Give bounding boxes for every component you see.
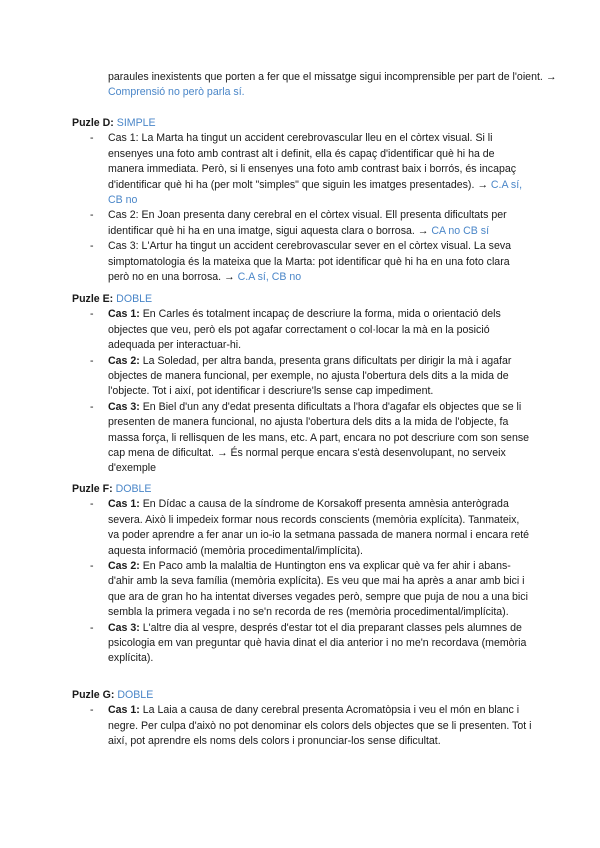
list-item	[72, 131, 532, 208]
puzzle-f-section	[72, 482, 532, 667]
puzzle-e-title: Puzle E:	[72, 293, 114, 305]
puzzle-d-type: SIMPLE	[116, 117, 156, 129]
puzzle-g-title: Puzle G:	[72, 689, 115, 701]
case-text: La Soledad, per altra banda, presenta grans dificultats per dirigir la mà i agafar objectes de manera funcional, per exemple, no ajusta l'obertura dels dits a la mida de l'objecte. Tot i així, pot identificar i descriure'ls sense cap impediment.	[108, 354, 512, 398]
case-arrow: →	[417, 224, 429, 237]
puzzle-d-case-list	[72, 131, 532, 285]
case-label: Cas 3:	[108, 400, 140, 413]
case-note: C.A sí, CB no	[237, 271, 302, 284]
puzzle-g-type: DOBLE	[117, 689, 154, 701]
puzzle-e-heading	[72, 292, 532, 307]
case-text: En Carles és totalment incapaç de descriure la forma, mida o orientació dels objectes que veu, però els pot agafar correctament o col·locar la mà en la posició adequada per interactuar-hi.	[108, 308, 501, 352]
case-text: Cas 2: En Joan presenta dany cerebral en el còrtex visual. Ell presenta dificultats per identificar què hi ha en una imatge, sigui aquesta clara o borrosa.	[108, 209, 507, 237]
list-item	[72, 239, 532, 285]
puzzle-e-section	[72, 292, 532, 477]
list-item	[72, 354, 532, 400]
puzzle-e-type: DOBLE	[116, 293, 153, 305]
bullet-dash: -	[90, 400, 94, 413]
puzzle-d-section	[72, 116, 532, 285]
case-text: En Biel d'un any d'edat presenta dificultats a l'hora d'agafar els objectes que se li presenten de manera funcional, no ajusta l'obertura dels dits a la mida de l'objecte, fa massa força, li rellisquen de les mans, etc. A part, encara no pot descriure com son sense cap mena de dificultat.	[108, 400, 530, 460]
case-note: CA no CB sí	[431, 224, 490, 237]
case-text: L'altre dia al vespre, després d'estar tot el dia preparant classes pels alumnes de psicologia em van preguntar què havia dinat el dia anterior i no me'n recordava (memòria explícita).	[108, 621, 527, 665]
list-item	[72, 400, 532, 477]
intro-paragraph	[72, 70, 568, 101]
puzzle-f-heading	[72, 482, 532, 497]
bullet-dash: -	[90, 132, 94, 145]
case-label: Cas 1:	[108, 498, 140, 511]
case-note: C.A sí, CB no	[108, 178, 523, 207]
bullet-dash: -	[90, 498, 94, 511]
list-item	[72, 703, 532, 749]
case-comment: → És normal perque encara s'està desenvolupant, no serveix d'exemple	[108, 447, 506, 475]
puzzle-f-case-list	[72, 497, 532, 666]
list-item	[72, 208, 532, 239]
list-item	[72, 497, 532, 559]
bullet-dash: -	[90, 621, 94, 634]
bullet-dash: -	[90, 354, 94, 367]
bullet-dash: -	[90, 209, 94, 222]
puzzle-f-type: DOBLE	[115, 483, 152, 495]
puzzle-e-case-list	[72, 307, 532, 476]
case-text: Cas 1: La Marta ha tingut un accident cerebrovascular lleu en el còrtex visual. Si li ensenyes una foto amb contrast alt i definit, ella és capaç d'identificar què hi ha de manera immediata. Però, si li ensenyes una foto amb contrast baix i borrós, és incapaç d'identificar què hi ha (per molt "simples" que siguin les imatges presentades).	[108, 132, 517, 191]
case-text: Cas 3: L'Artur ha tingut un accident cerebrovascular sever en el còrtex visual. La seva simptomatologia és la mateixa que la Marta: pot identificar què hi ha en una foto clara però no en una borrosa.	[108, 240, 512, 284]
bullet-dash: -	[90, 560, 94, 573]
bullet-dash: -	[90, 240, 94, 253]
puzzle-g-case-list	[72, 703, 532, 749]
puzzle-g-section	[72, 688, 532, 750]
case-text: En Paco amb la malaltia de Huntington ens va explicar què va fer ahir i abans-d'ahir amb la seva família (memòria explícita). Es veu que mai ha après a anar amb bici i que ara de gran ho ha intentat diverses vegades però, sempre que puja de nou a una bici sembla la primera vegada i no se'n recorda de res (memòria procedimental/implícita).	[108, 560, 528, 619]
intro-text: paraules inexistents que porten a fer que el missatge sigui incomprensible per part de l'oient.	[108, 71, 543, 83]
case-label: Cas 1:	[108, 704, 140, 717]
puzzle-d-heading	[72, 116, 532, 131]
intro-note: Comprensió no però parla sí.	[108, 86, 245, 99]
list-item	[72, 307, 532, 353]
case-label: Cas 3:	[108, 621, 140, 634]
case-text: La Laia a causa de dany cerebral presenta Acromatòpsia i veu el món en blanc i negre. Per culpa d'això no pot denominar els colors dels objectes que se li presenten. Tot i així, pot aprendre els noms dels colors i pronunciar-los sense dificultat.	[108, 704, 532, 748]
list-item	[72, 559, 532, 621]
intro-arrow: →	[545, 71, 557, 83]
case-arrow: →	[224, 271, 235, 284]
bullet-dash: -	[90, 308, 94, 321]
puzzle-f-title: Puzle F:	[72, 483, 113, 495]
case-text: En Dídac a causa de la síndrome de Korsakoff presenta amnèsia anterògrada severa. Això li impedeix formar nous records conscients (memòria explícita). Tanmateix, va poder aprendre a fer anar un io-io la setmana passada de manera normal i encara reté aquesta informació (memòria procedimental/implícita).	[108, 498, 530, 557]
list-item	[72, 621, 532, 667]
case-label: Cas 2:	[108, 560, 140, 573]
case-label: Cas 2:	[108, 354, 140, 367]
puzzle-g-heading	[72, 688, 532, 703]
case-label: Cas 1:	[108, 308, 140, 321]
case-arrow: →	[477, 178, 488, 191]
puzzle-d-title: Puzle D:	[72, 117, 114, 129]
bullet-dash: -	[90, 704, 94, 717]
